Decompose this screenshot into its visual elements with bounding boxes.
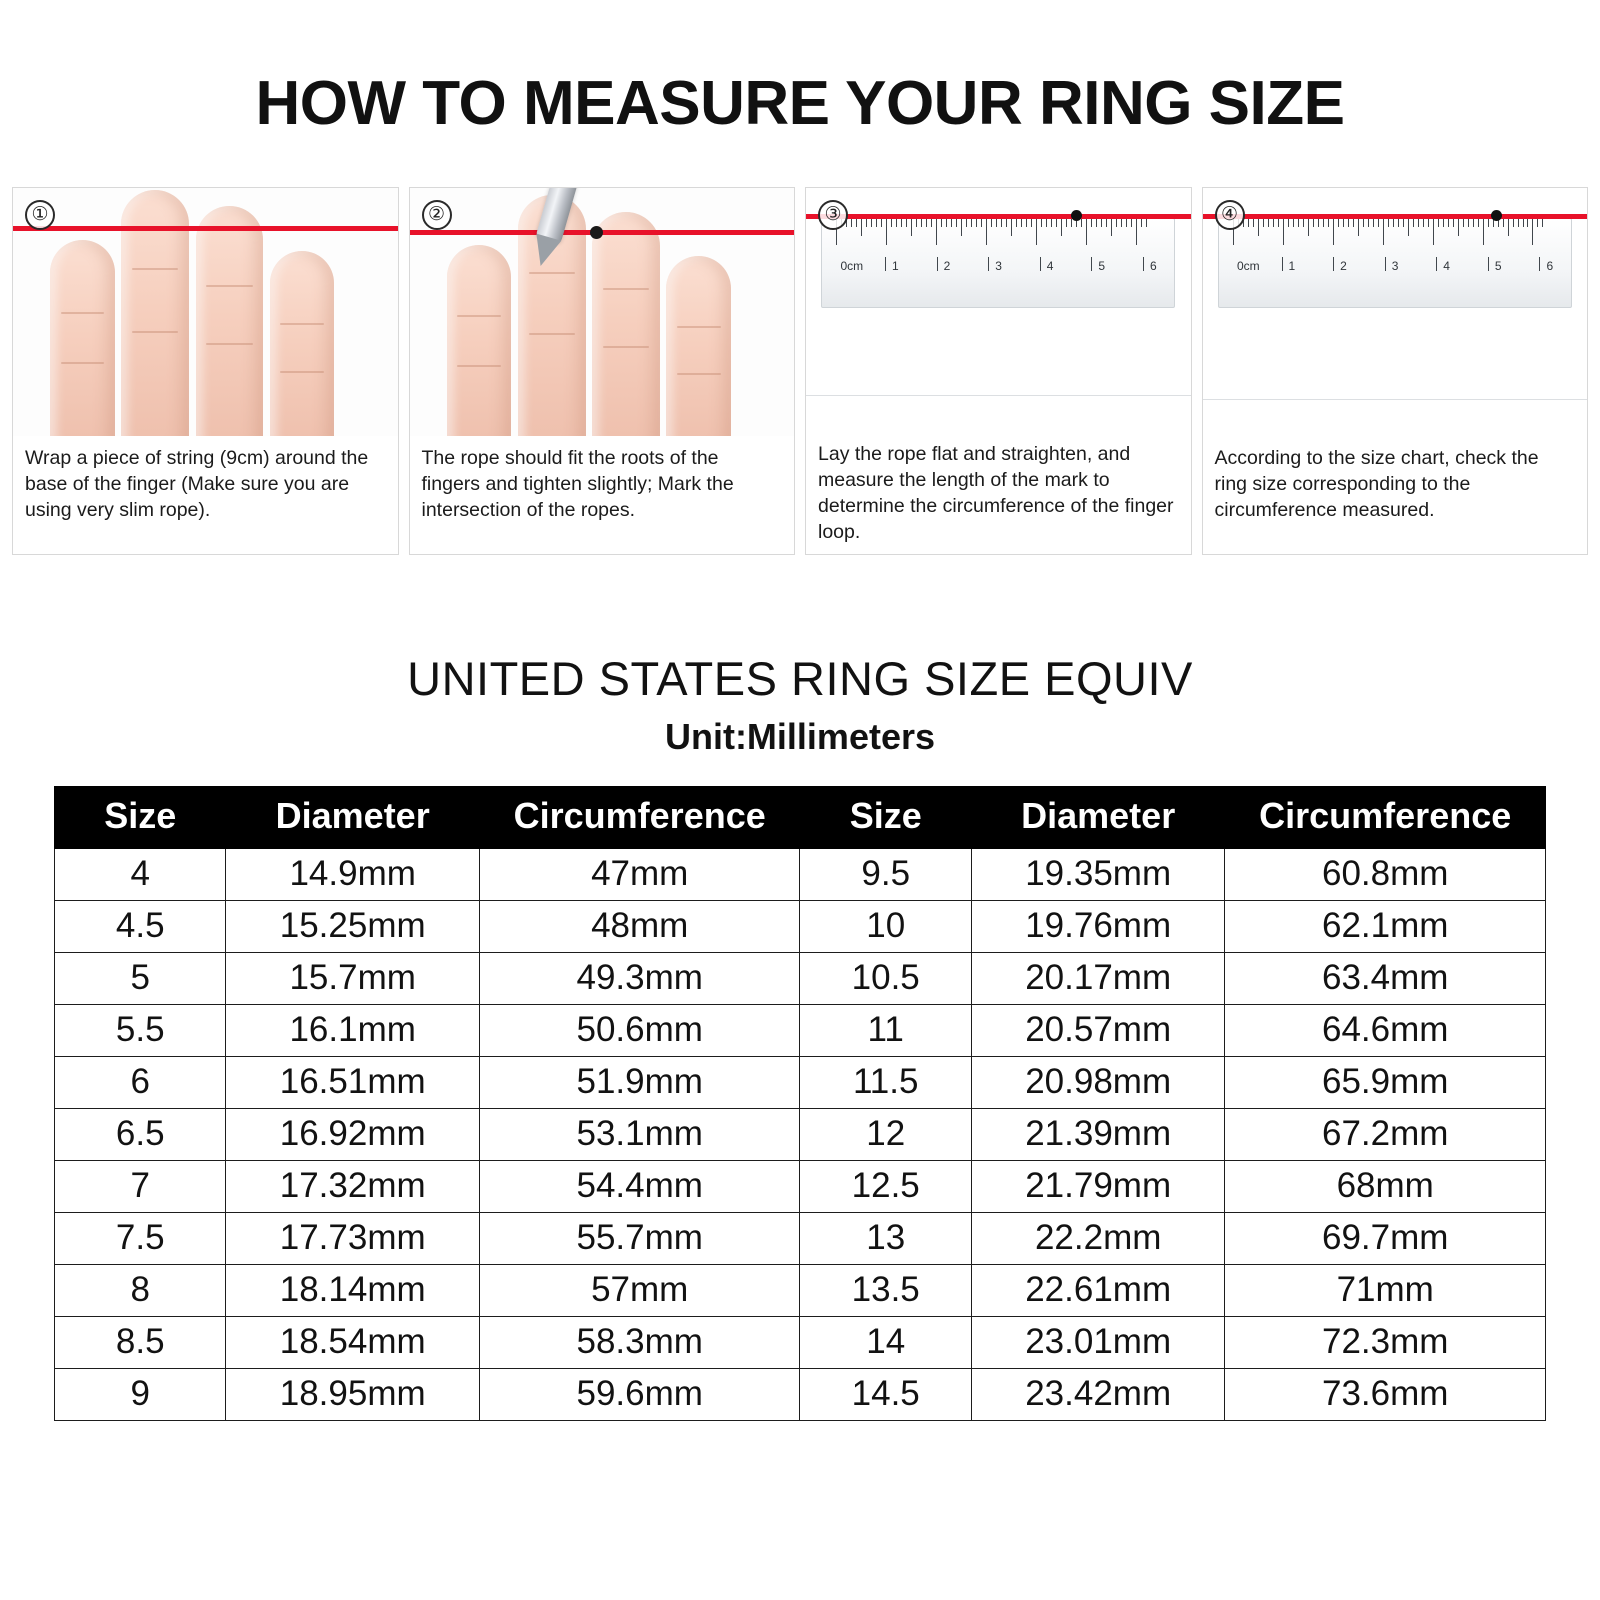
ruler-tick <box>896 219 897 227</box>
ruler-tick <box>1021 219 1022 227</box>
ruler-tick <box>1273 219 1274 227</box>
ruler-tick <box>1026 219 1027 227</box>
table-row <box>55 1109 1546 1161</box>
ruler-tick <box>1333 219 1334 245</box>
ruler-tick <box>1016 219 1017 227</box>
red-string <box>13 226 398 231</box>
ruler-illustration <box>806 188 1191 432</box>
ruler-tick <box>1453 219 1454 227</box>
ruler-tick <box>1423 219 1424 227</box>
ruler-tick <box>1513 219 1514 227</box>
table-cell: 55.7mm <box>479 1213 800 1265</box>
table-cell: 50.6mm <box>479 1005 800 1057</box>
ruler-tick <box>1258 219 1259 236</box>
ruler-tick <box>971 219 972 227</box>
red-string <box>806 214 1191 219</box>
ruler-tick <box>851 219 852 227</box>
ruler-tick <box>1458 219 1459 236</box>
table-cell: 9.5 <box>800 849 971 901</box>
step-card-3 <box>805 187 1192 555</box>
ruler-cm-mark <box>1385 257 1386 271</box>
ruler-label: 1 <box>1288 259 1296 273</box>
ruler-tick <box>1348 219 1349 227</box>
ruler-cm-mark <box>988 257 989 271</box>
ruler-label: 3 <box>1391 259 1399 273</box>
ruler-tick <box>1041 219 1042 227</box>
table-cell: 47mm <box>479 849 800 901</box>
step-2-illustration <box>410 188 795 436</box>
table-cell: 12 <box>800 1109 971 1161</box>
ruler-tick <box>1542 219 1543 227</box>
table-row <box>55 1369 1546 1421</box>
table-row <box>55 849 1546 901</box>
ruler-label: 6 <box>1546 259 1554 273</box>
ruler-tick <box>1056 219 1057 227</box>
ruler-label: 4 <box>1443 259 1450 273</box>
ruler-tick <box>1438 219 1439 227</box>
table-cell: 5 <box>55 953 226 1005</box>
ruler-tick <box>1288 219 1289 227</box>
ruler-label: 0cm <box>840 259 864 273</box>
ruler-tick <box>1428 219 1429 227</box>
table-cell: 4.5 <box>55 901 226 953</box>
ruler-tick <box>961 219 962 236</box>
ruler-tick <box>1036 219 1037 245</box>
ruler-label: 2 <box>943 259 951 273</box>
ruler-tick <box>1413 219 1414 227</box>
ring-size-table <box>54 786 1546 1421</box>
ruler-tick <box>1263 219 1264 227</box>
table-cell: 20.57mm <box>971 1005 1224 1057</box>
ruler-cm-mark <box>1333 257 1334 271</box>
steps-row <box>0 187 1600 555</box>
ruler-tick <box>1448 219 1449 227</box>
ruler-label: 5 <box>1494 259 1502 273</box>
ruler-tick <box>871 219 872 227</box>
ruler-tick <box>1298 219 1299 227</box>
table-cell: 18.14mm <box>226 1265 479 1317</box>
ruler-tick <box>996 219 997 227</box>
ruler-tick <box>1318 219 1319 227</box>
ruler-tick <box>1418 219 1419 227</box>
ruler-tick <box>1383 219 1384 245</box>
ruler-tick <box>1131 219 1132 227</box>
step-caption-3: Lay the rope flat and straighten, and measure the length of the mark to determine the circumference of the finger loop. <box>818 443 1174 544</box>
ruler-tick <box>1146 219 1147 227</box>
ruler-tick <box>1488 219 1489 227</box>
ruler-tick <box>1086 219 1087 245</box>
ruler-cm-mark <box>1539 257 1540 271</box>
table-cell: 14 <box>800 1317 971 1369</box>
ruler-tick <box>1006 219 1007 227</box>
ruler-tick <box>1388 219 1389 227</box>
table-cell: 21.39mm <box>971 1109 1224 1161</box>
ruler-tick <box>1353 219 1354 227</box>
ruler-label: 3 <box>995 259 1002 273</box>
table-header-row <box>55 787 1546 849</box>
ruler-cm-mark <box>1091 257 1092 271</box>
table-cell: 10.5 <box>800 953 971 1005</box>
ruler-tick <box>1283 219 1284 245</box>
ruler-tick <box>991 219 992 227</box>
table-cell: 17.32mm <box>226 1161 479 1213</box>
table-cell: 20.17mm <box>971 953 1224 1005</box>
ruler-tick <box>1323 219 1324 227</box>
table-body <box>55 849 1546 1421</box>
ruler-tick <box>1253 219 1254 227</box>
ruler-tick <box>1468 219 1469 227</box>
step-4-illustration <box>1203 188 1588 436</box>
red-string <box>1203 214 1588 219</box>
ruler-tick <box>1503 219 1504 227</box>
step-caption-4: According to the size chart, check the ring size corresponding to the circumference measured. <box>1214 447 1539 521</box>
table-cell: 18.54mm <box>226 1317 479 1369</box>
table-row <box>55 1161 1546 1213</box>
ruler-tick <box>861 219 862 236</box>
table-cell: 6 <box>55 1057 226 1109</box>
ruler <box>1218 218 1572 308</box>
ruler-illustration <box>1203 188 1588 436</box>
table-cell: 65.9mm <box>1225 1057 1546 1109</box>
ruler-tick <box>916 219 917 227</box>
table-cell: 48mm <box>479 901 800 953</box>
string-mark <box>1491 210 1502 221</box>
table-cell: 18.95mm <box>226 1369 479 1421</box>
ruler-label: 2 <box>1340 259 1347 273</box>
table-cell: 12.5 <box>800 1161 971 1213</box>
table-cell: 49.3mm <box>479 953 800 1005</box>
table-cell: 60.8mm <box>1225 849 1546 901</box>
ruler-tick <box>986 219 987 245</box>
ruler-tick <box>1116 219 1117 227</box>
ruler-tick <box>1537 219 1538 227</box>
ruler-cm-mark <box>1143 257 1144 271</box>
table-cell: 72.3mm <box>1225 1317 1546 1369</box>
ruler-cm-mark <box>1282 257 1283 271</box>
ruler-tick <box>936 219 937 245</box>
ruler-tick <box>981 219 982 227</box>
ruler-tick <box>1061 219 1062 236</box>
ruler-tick <box>1478 219 1479 227</box>
chart-title: UNITED STATES RING SIZE EQUIV <box>407 652 1193 705</box>
table-cell: 5.5 <box>55 1005 226 1057</box>
ruler-tick <box>1248 219 1249 227</box>
ruler-tick <box>1328 219 1329 227</box>
ruler-label: 6 <box>1149 259 1157 273</box>
ruler-tick <box>1408 219 1409 236</box>
ruler-label: 5 <box>1098 259 1106 273</box>
ruler-tick <box>881 219 882 227</box>
ruler-tick <box>891 219 892 227</box>
ruler-label: 0cm <box>1236 259 1260 273</box>
table-row <box>55 953 1546 1005</box>
ruler-tick <box>1111 219 1112 236</box>
ruler-tick <box>1066 219 1067 227</box>
ruler-tick <box>1473 219 1474 227</box>
step-caption-2: The rope should fit the roots of the fingers and tighten slightly; Mark the intersection of the ropes. <box>421 447 734 521</box>
ruler-tick <box>921 219 922 227</box>
ruler-tick <box>1136 219 1137 245</box>
table-col-header-1: Diameter <box>226 787 479 849</box>
table-col-header-0: Size <box>55 787 226 849</box>
table-header <box>55 787 1546 849</box>
ruler-cm-mark <box>1040 257 1041 271</box>
ruler-tick <box>1527 219 1528 227</box>
table-cell: 62.1mm <box>1225 901 1546 953</box>
step-3-illustration <box>806 188 1191 432</box>
ruler-tick <box>951 219 952 227</box>
step-card-2 <box>409 187 796 555</box>
ruler-tick <box>1508 219 1509 236</box>
ruler-tick <box>1126 219 1127 227</box>
chart-subtitle: Unit:Millimeters <box>664 716 936 757</box>
table-row <box>55 1317 1546 1369</box>
ruler-tick <box>1268 219 1269 227</box>
ruler-tick <box>1081 219 1082 227</box>
table-cell: 22.2mm <box>971 1213 1224 1265</box>
table-cell: 16.51mm <box>226 1057 479 1109</box>
table-cell: 15.25mm <box>226 901 479 953</box>
step-card-1 <box>12 187 399 555</box>
ruler-cm-mark <box>885 257 886 271</box>
table-cell: 71mm <box>1225 1265 1546 1317</box>
table-cell: 10 <box>800 901 971 953</box>
table-cell: 17.73mm <box>226 1213 479 1265</box>
table-cell: 8 <box>55 1265 226 1317</box>
ruler-tick <box>1096 219 1097 227</box>
table-cell: 54.4mm <box>479 1161 800 1213</box>
ruler-tick <box>1101 219 1102 227</box>
ruler-tick <box>1358 219 1359 236</box>
ruler-label: 4 <box>1046 259 1054 273</box>
ruler-tick <box>1373 219 1374 227</box>
table-cell: 14.9mm <box>226 849 479 901</box>
step-number-1: ① <box>25 200 55 230</box>
table-cell: 20.98mm <box>971 1057 1224 1109</box>
table-cell: 67.2mm <box>1225 1109 1546 1161</box>
table-cell: 58.3mm <box>479 1317 800 1369</box>
ruler-tick <box>1532 219 1533 245</box>
table-cell: 21.79mm <box>971 1161 1224 1213</box>
ruler-tick <box>1308 219 1309 236</box>
table-col-header-5: Circumference <box>1225 787 1546 849</box>
ruler-tick <box>1121 219 1122 227</box>
ruler-tick <box>1433 219 1434 245</box>
ruler-tick <box>876 219 877 227</box>
ruler-tick <box>1378 219 1379 227</box>
table-cell: 59.6mm <box>479 1369 800 1421</box>
ruler-tick <box>1051 219 1052 227</box>
step-number-2: ② <box>422 200 452 230</box>
ruler-tick <box>856 219 857 227</box>
table-cell: 23.42mm <box>971 1369 1224 1421</box>
ruler-tick <box>1403 219 1404 227</box>
table-cell: 13 <box>800 1213 971 1265</box>
hand-illustration <box>13 188 398 436</box>
table-cell: 7.5 <box>55 1213 226 1265</box>
ruler-tick <box>946 219 947 227</box>
ruler-tick <box>1393 219 1394 227</box>
hand-illustration <box>410 188 795 436</box>
table-cell: 16.1mm <box>226 1005 479 1057</box>
table-cell: 22.61mm <box>971 1265 1224 1317</box>
ruler-tick <box>941 219 942 227</box>
table-cell: 73.6mm <box>1225 1369 1546 1421</box>
ruler-tick <box>926 219 927 227</box>
ruler-cm-mark <box>937 257 938 271</box>
ruler-tick <box>1293 219 1294 227</box>
table-cell: 8.5 <box>55 1317 226 1369</box>
table-row <box>55 1265 1546 1317</box>
table-cell: 11.5 <box>800 1057 971 1109</box>
ruler-tick <box>1313 219 1314 227</box>
table-cell: 51.9mm <box>479 1057 800 1109</box>
ruler-tick <box>1278 219 1279 227</box>
ruler-tick <box>1001 219 1002 227</box>
ruler-tick <box>966 219 967 227</box>
table-cell: 13.5 <box>800 1265 971 1317</box>
ruler-tick <box>1523 219 1524 227</box>
table-cell: 23.01mm <box>971 1317 1224 1369</box>
step-1-illustration <box>13 188 398 436</box>
ruler-tick <box>1483 219 1484 245</box>
table-cell: 6.5 <box>55 1109 226 1161</box>
ruler-tick <box>911 219 912 236</box>
ruler-tick <box>1091 219 1092 227</box>
table-cell: 4 <box>55 849 226 901</box>
page-title: HOW TO MEASURE YOUR RING SIZE <box>255 69 1345 138</box>
ruler-cm-mark <box>1436 257 1437 271</box>
ruler <box>821 218 1175 308</box>
table-cell: 53.1mm <box>479 1109 800 1161</box>
ruler-cm-mark <box>1488 257 1489 271</box>
table-cell: 9 <box>55 1369 226 1421</box>
ruler-tick <box>1106 219 1107 227</box>
ruler-tick <box>1011 219 1012 236</box>
table-row <box>55 901 1546 953</box>
table-row <box>55 1005 1546 1057</box>
ruler-tick <box>1338 219 1339 227</box>
ruler-tick <box>866 219 867 227</box>
ruler-tick <box>901 219 902 227</box>
table-cell: 68mm <box>1225 1161 1546 1213</box>
ruler-tick <box>1071 219 1072 227</box>
ruler-label: 1 <box>892 259 899 273</box>
ruler-tick <box>1343 219 1344 227</box>
table-col-header-2: Circumference <box>479 787 800 849</box>
table-row <box>55 1213 1546 1265</box>
ruler-tick <box>976 219 977 227</box>
ruler-tick <box>886 219 887 245</box>
table-cell: 69.7mm <box>1225 1213 1546 1265</box>
ruler-tick <box>1463 219 1464 227</box>
table-cell: 11 <box>800 1005 971 1057</box>
ruler-tick <box>1031 219 1032 227</box>
table-cell: 7 <box>55 1161 226 1213</box>
table-cell: 57mm <box>479 1265 800 1317</box>
table-col-header-3: Size <box>800 787 971 849</box>
step-caption-1: Wrap a piece of string (9cm) around the base of the finger (Make sure you are using very slim rope). <box>25 447 369 521</box>
ruler-tick <box>1368 219 1369 227</box>
table-cell: 63.4mm <box>1225 953 1546 1005</box>
table-cell: 14.5 <box>800 1369 971 1421</box>
table-cell: 19.76mm <box>971 901 1224 953</box>
ruler-tick <box>1046 219 1047 227</box>
ruler-tick <box>1141 219 1142 227</box>
ruler-tick <box>956 219 957 227</box>
ruler-tick <box>931 219 932 227</box>
step-number-3: ③ <box>818 200 848 230</box>
ruler-tick <box>1398 219 1399 227</box>
table-cell: 15.7mm <box>226 953 479 1005</box>
table-row <box>55 1057 1546 1109</box>
table-cell: 64.6mm <box>1225 1005 1546 1057</box>
step-number-4: ④ <box>1215 200 1245 230</box>
ruler-tick <box>906 219 907 227</box>
ruler-tick <box>1443 219 1444 227</box>
ruler-tick <box>1363 219 1364 227</box>
table-cell: 16.92mm <box>226 1109 479 1161</box>
ruler-tick <box>1303 219 1304 227</box>
step-card-4 <box>1202 187 1589 555</box>
table-col-header-4: Diameter <box>971 787 1224 849</box>
table-cell: 19.35mm <box>971 849 1224 901</box>
ruler-tick <box>1518 219 1519 227</box>
